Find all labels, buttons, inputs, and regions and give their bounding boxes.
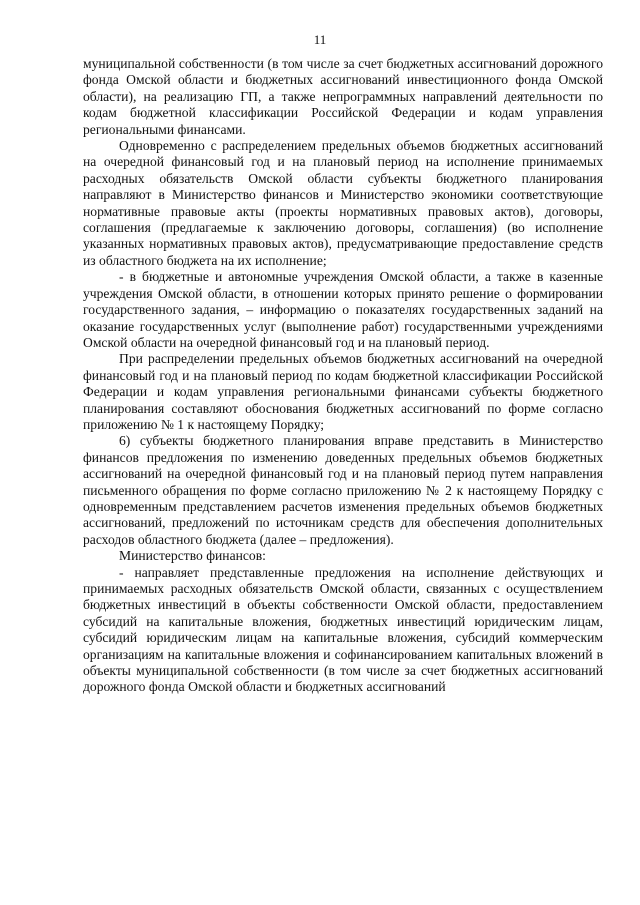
document-body xyxy=(83,56,603,696)
paragraph-directs-proposals: - направляет представленные предложения на исполнение действующих и принимаемых расходных обязательств Омской области, связанных с осуществлением бюджетных инвестиций в объекты собственности Омской области, предоставлением субсидий на капитальные вложения, бюджетных инвестиций юридическим лицам, субсидий юридическим лицам на капитальные вложения, субсидий коммерческим организациям на капитальные вложения и софинансированием капитальных вложений в объекты муниципальной собственности (в том числе за счет бюджетных ассигнований дорожного фонда Омской области и бюджетных ассигнований xyxy=(83,564,603,695)
paragraph-simultaneous-distribution: Одновременно с распределением предельных объемов бюджетных ассигнований на очередной финансовый год и на плановый период на исполнение принимаемых расходных обязательств Омской области субъекты бюджетного планирования направляют в Министерство финансов и Министерство экономики соответствующие нормативные правовые акты (проекты нормативных правовых актов), договоры, соглашения (предлагаемые к заключению договоры, соглашения) (во исполнение указанных нормативных правовых актов), предусматривающие предоставление средств из областного бюджета на их исполнение; xyxy=(83,138,603,268)
paragraph-municipal-property-continuation: муниципальной собственности (в том числе за счет бюджетных ассигнований дорожного фонда Омской области и бюджетных ассигнований инвестиционного фонда Омской области), на реализацию ГП, а также непрограммных направлений деятельности по кодам бюджетной классификации Российской Федерации и кодам управления региональными финансами. xyxy=(83,56,603,137)
paragraph-item-6-proposals: 6) субъекты бюджетного планирования вправе представить в Министерство финансов предложения по изменению доведенных предельных объемов бюджетных ассигнований на очередной финансовый год и на плановый период путем направления письменного обращения по форме согласно приложению № 2 к настоящему Порядку с одновременным представлением расчетов изменения предельных объемов бюджетных ассигнований, предложений по источникам средств для обеспечения дополнительных расходов областного бюджета (далее – предложения). xyxy=(83,433,603,547)
paragraph-state-assignments: - в бюджетные и автономные учреждения Омской области, а также в казенные учреждения Омской области, в отношении которых принято решение о формировании государственного задания, – информацию о показателях государственных заданий на оказание государственных услуг (выполнение работ) государственными учреждениями Омской области на очередной финансовый год и на плановый период. xyxy=(83,269,603,350)
paragraph-budget-justifications: При распределении предельных объемов бюджетных ассигнований на очередной финансовый год и на плановый период по кодам бюджетной классификации Российской Федерации и кодам управления региональными финансами субъекты бюджетного планирования составляют обоснования бюджетных ассигнований по форме согласно приложению № 1 к настоящему Порядку; xyxy=(83,351,603,432)
page-number: 11 xyxy=(313,32,327,47)
paragraph-ministry-of-finance: Министерство финансов: xyxy=(119,548,266,564)
